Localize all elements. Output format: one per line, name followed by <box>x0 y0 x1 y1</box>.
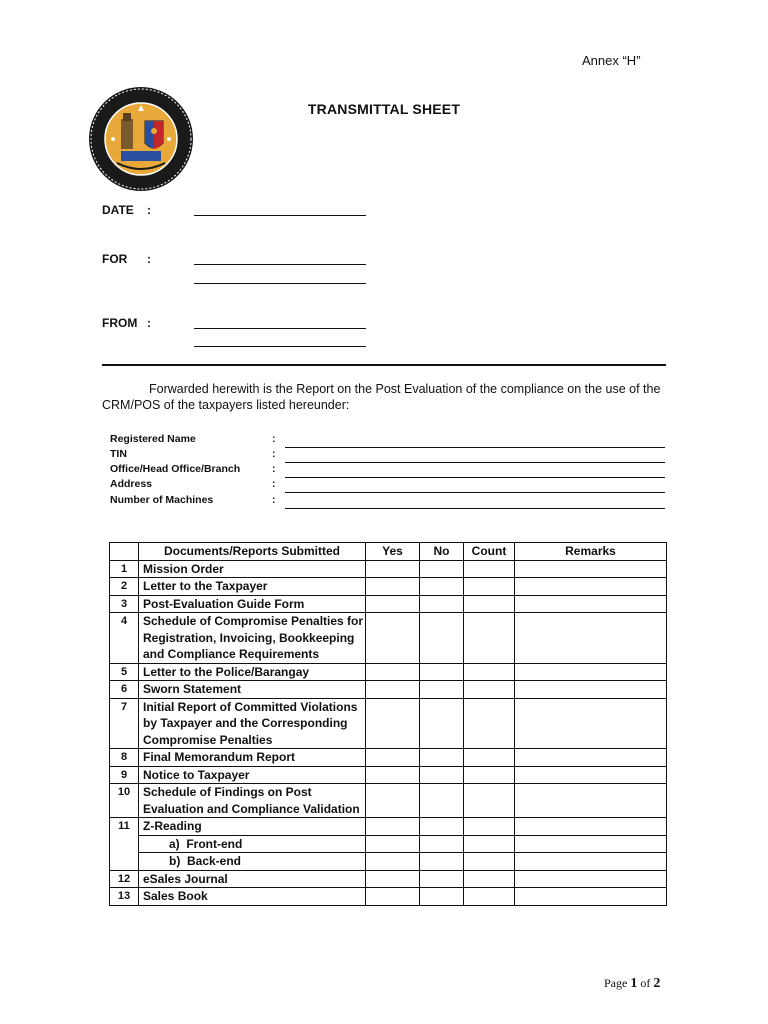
total-pages: 2 <box>653 976 661 991</box>
row-number: 10 <box>110 784 139 818</box>
remarks-cell[interactable] <box>515 663 667 681</box>
table-header-row <box>110 543 667 561</box>
row-document: b) Back-end <box>139 853 366 871</box>
documents-table <box>109 542 667 906</box>
no-cell[interactable] <box>420 595 464 613</box>
remarks-cell[interactable] <box>515 766 667 784</box>
no-cell[interactable] <box>420 818 464 836</box>
no-cell[interactable] <box>420 681 464 699</box>
for-colon: : <box>147 252 151 266</box>
yes-cell[interactable] <box>366 595 420 613</box>
row-document: Mission Order <box>139 560 366 578</box>
header-yes: Yes <box>366 543 420 561</box>
no-cell[interactable] <box>420 870 464 888</box>
remarks-cell[interactable] <box>515 578 667 596</box>
table-row <box>110 784 667 818</box>
remarks-cell[interactable] <box>515 595 667 613</box>
row-number: 2 <box>110 578 139 596</box>
page-word: Page <box>604 976 628 990</box>
no-cell[interactable] <box>420 578 464 596</box>
row-document: a) Front-end <box>139 835 366 853</box>
no-cell[interactable] <box>420 749 464 767</box>
row-number: 12 <box>110 870 139 888</box>
count-cell[interactable] <box>464 698 515 749</box>
remarks-cell[interactable] <box>515 613 667 664</box>
row-document: eSales Journal <box>139 870 366 888</box>
remarks-cell[interactable] <box>515 560 667 578</box>
from-label: FROM <box>102 316 138 330</box>
row-document: Initial Report of Committed Violations by Taxpayer and the Corresponding Compromise Penalties <box>139 698 366 749</box>
table-row <box>110 595 667 613</box>
remarks-cell[interactable] <box>515 870 667 888</box>
table-row <box>110 853 667 871</box>
row-number: 4 <box>110 613 139 664</box>
table-row <box>110 870 667 888</box>
for-blank-line-1[interactable] <box>194 264 366 265</box>
count-cell[interactable] <box>464 560 515 578</box>
from-blank-line-2[interactable] <box>194 346 366 347</box>
row-document: Sales Book <box>139 888 366 906</box>
row-document: Notice to Taxpayer <box>139 766 366 784</box>
count-cell[interactable] <box>464 766 515 784</box>
yes-cell[interactable] <box>366 888 420 906</box>
table-row <box>110 835 667 853</box>
date-colon: : <box>147 203 151 217</box>
yes-cell[interactable] <box>366 749 420 767</box>
count-cell[interactable] <box>464 681 515 699</box>
table-row <box>110 749 667 767</box>
registered-name-line[interactable] <box>285 447 665 448</box>
machines-colon: : <box>272 494 276 506</box>
count-cell[interactable] <box>464 853 515 871</box>
no-cell[interactable] <box>420 888 464 906</box>
yes-cell[interactable] <box>366 681 420 699</box>
table-row <box>110 681 667 699</box>
row-number: 7 <box>110 698 139 749</box>
yes-cell[interactable] <box>366 818 420 836</box>
count-cell[interactable] <box>464 784 515 818</box>
remarks-cell[interactable] <box>515 853 667 871</box>
count-cell[interactable] <box>464 818 515 836</box>
header-no: No <box>420 543 464 561</box>
registered-name-colon: : <box>272 433 276 445</box>
remarks-cell[interactable] <box>515 784 667 818</box>
section-divider <box>102 364 666 366</box>
no-cell[interactable] <box>420 698 464 749</box>
row-document: Z-Reading <box>139 818 366 836</box>
row-document: Sworn Statement <box>139 681 366 699</box>
yes-cell[interactable] <box>366 613 420 664</box>
header-documents: Documents/Reports Submitted <box>139 543 366 561</box>
row-number: 11 <box>110 818 139 836</box>
header-count: Count <box>464 543 515 561</box>
count-cell[interactable] <box>464 749 515 767</box>
row-document: Post-Evaluation Guide Form <box>139 595 366 613</box>
remarks-cell[interactable] <box>515 749 667 767</box>
remarks-cell[interactable] <box>515 818 667 836</box>
tin-label: TIN <box>110 448 127 460</box>
office-branch-colon: : <box>272 463 276 475</box>
remarks-cell[interactable] <box>515 681 667 699</box>
intro-paragraph: Forwarded herewith is the Report on the Post Evaluation of the compliance on the use of the CRM/POS of the taxpayers listed hereunder: <box>102 382 661 412</box>
count-cell[interactable] <box>464 663 515 681</box>
from-blank-line-1[interactable] <box>194 328 366 329</box>
address-line[interactable] <box>285 492 665 493</box>
date-blank-line[interactable] <box>194 215 366 216</box>
table-row <box>110 560 667 578</box>
no-cell[interactable] <box>420 613 464 664</box>
count-cell[interactable] <box>464 578 515 596</box>
address-label: Address <box>110 478 153 490</box>
no-cell[interactable] <box>420 560 464 578</box>
registered-name-label: Registered Name <box>110 433 196 445</box>
page-number-footer <box>604 976 660 992</box>
row-number: 13 <box>110 888 139 906</box>
row-number: 3 <box>110 595 139 613</box>
row-document: Final Memorandum Report <box>139 749 366 767</box>
table-row <box>110 766 667 784</box>
table-row <box>110 663 667 681</box>
row-number: 6 <box>110 681 139 699</box>
count-cell[interactable] <box>464 595 515 613</box>
header-number <box>110 543 139 561</box>
remarks-cell[interactable] <box>515 835 667 853</box>
machines-label: Number of Machines <box>110 494 214 506</box>
tin-line[interactable] <box>285 462 665 463</box>
no-cell[interactable] <box>420 853 464 871</box>
count-cell[interactable] <box>464 613 515 664</box>
yes-cell[interactable] <box>366 663 420 681</box>
count-cell[interactable] <box>464 835 515 853</box>
office-branch-label: Office/Head Office/Branch <box>110 463 241 475</box>
table-row <box>110 578 667 596</box>
table-row <box>110 888 667 906</box>
table-row <box>110 698 667 749</box>
count-cell[interactable] <box>464 870 515 888</box>
for-label: FOR <box>102 252 128 266</box>
yes-cell[interactable] <box>366 835 420 853</box>
row-document: Letter to the Taxpayer <box>139 578 366 596</box>
yes-cell[interactable] <box>366 698 420 749</box>
from-colon: : <box>147 316 151 330</box>
no-cell[interactable] <box>420 766 464 784</box>
no-cell[interactable] <box>420 663 464 681</box>
for-blank-line-2[interactable] <box>194 283 366 284</box>
header-remarks: Remarks <box>515 543 667 561</box>
row-number <box>110 835 139 853</box>
page-title: TRANSMITTAL SHEET <box>307 101 461 117</box>
no-cell[interactable] <box>420 784 464 818</box>
row-document: Schedule of Compromise Penalties for Registration, Invoicing, Bookkeeping and Compliance Requirements <box>139 613 366 664</box>
machines-line[interactable] <box>285 508 665 509</box>
yes-cell[interactable] <box>366 853 420 871</box>
date-label: DATE <box>102 203 134 217</box>
yes-cell[interactable] <box>366 578 420 596</box>
remarks-cell[interactable] <box>515 698 667 749</box>
of-word: of <box>640 976 651 990</box>
table-row <box>110 613 667 664</box>
row-number <box>110 853 139 871</box>
row-number: 8 <box>110 749 139 767</box>
current-page: 1 <box>630 976 638 991</box>
remarks-cell[interactable] <box>515 888 667 906</box>
row-number: 9 <box>110 766 139 784</box>
yes-cell[interactable] <box>366 560 420 578</box>
office-branch-line[interactable] <box>285 477 665 478</box>
annex-label: Annex “H” <box>582 53 641 68</box>
table-row <box>110 818 667 836</box>
no-cell[interactable] <box>420 835 464 853</box>
row-document: Schedule of Findings on Post Evaluation and Compliance Validation <box>139 784 366 818</box>
address-colon: : <box>272 478 276 490</box>
row-number: 5 <box>110 663 139 681</box>
row-number: 1 <box>110 560 139 578</box>
row-document: Letter to the Police/Barangay <box>139 663 366 681</box>
tin-colon: : <box>272 448 276 460</box>
count-cell[interactable] <box>464 888 515 906</box>
yes-cell[interactable] <box>366 870 420 888</box>
yes-cell[interactable] <box>366 766 420 784</box>
yes-cell[interactable] <box>366 784 420 818</box>
